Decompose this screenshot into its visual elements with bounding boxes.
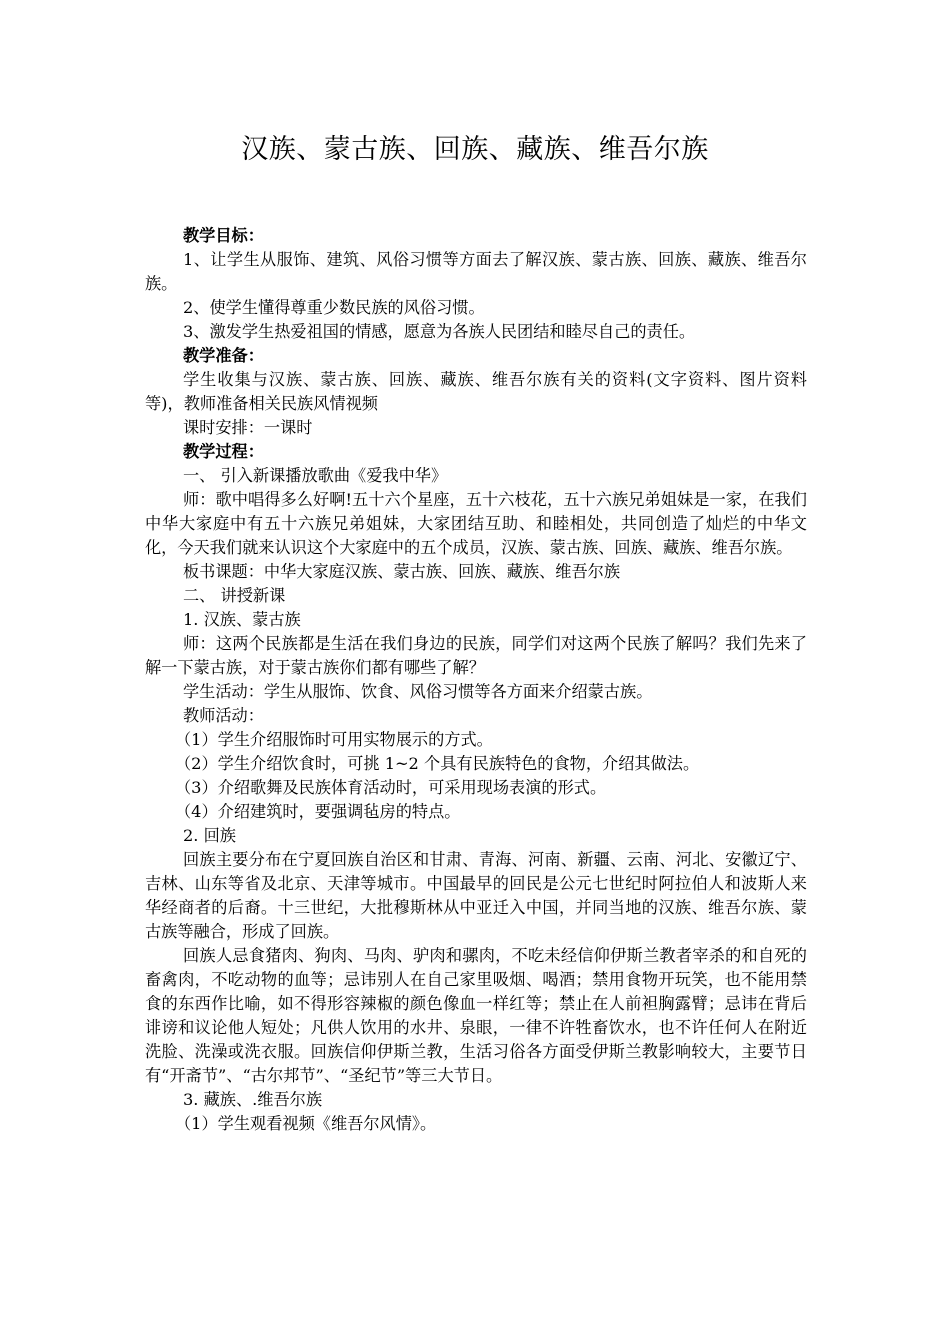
subsection-2-heading: 2. 回族 — [183, 826, 236, 845]
preparation-text: 学生收集与汉族、蒙古族、回族、藏族、维吾尔族有关的资料(文字资料、图片资料等)，教师准备相关民族风情视频 — [145, 370, 807, 413]
section-two-heading: 二、 讲授新课 — [183, 586, 286, 605]
hui-distribution-paragraph: 回族主要分布在宁夏回族自治区和甘肃、青海、河南、新疆、云南、河北、安徽辽宁、吉林、山东等省及北京、天津等城市。中国最早的回民是公元七世纪时阿拉伯人和波斯人来华经商者的后裔。十三世纪，大批穆斯林从中亚迁入中国，并同当地的汉族、维吾尔族、蒙古族等融合，形成了回族。 — [145, 850, 807, 941]
video-item-1: （1）学生观看视频《维吾尔风情》。 — [175, 1114, 437, 1133]
activity-item-2: （2）学生介绍饮食时，可挑 1~2 个具有民族特色的食物，介绍其做法。 — [175, 754, 700, 773]
goal-3: 3、激发学生热爱祖国的情感，愿意为各族人民团结和睦尽自己的责任。 — [183, 322, 696, 341]
subsection-3-heading: 3. 藏族、.维吾尔族 — [183, 1090, 323, 1109]
student-activity-text: 学生活动：学生从服饰、饮食、风俗习惯等各方面来介绍蒙古族。 — [183, 682, 653, 701]
board-title-text: 板书课题：中华大家庭汉族、蒙古族、回族、藏族、维吾尔族 — [183, 562, 621, 581]
teacher-question-paragraph: 师：这两个民族都是生活在我们身边的民族，同学们对这两个民族了解吗？我们先来了解一下蒙古族，对于蒙古族你们都有哪些了解？ — [145, 634, 807, 677]
document-body — [145, 224, 807, 1136]
schedule-text: 课时安排：一课时 — [183, 418, 313, 437]
section-one-heading: 一、 引入新课播放歌曲《爱我中华》 — [183, 466, 448, 485]
hui-customs-paragraph: 回族人忌食猪肉、狗肉、马肉、驴肉和骡肉，不吃未经信仰伊斯兰教者宰杀的和自死的畜禽肉，不吃动物的血等；忌讳别人在自己家里吸烟、喝酒；禁用食物开玩笑，也不能用禁食的东西作比喻，如不得形容辣椒的颜色像血一样红等；禁止在人前袒胸露臂；忌讳在背后诽谤和议论他人短处；凡供人饮用的水井、泉眼，一律不许牲畜饮水，也不许任何人在附近洗脸、洗澡或洗衣服。回族信仰伊斯兰教，生活习俗各方面受伊斯兰教影响较大，主要节日有“开斋节”、“古尔邦节”、“圣纪节”等三大节日。 — [145, 946, 807, 1085]
activity-item-1: （1）学生介绍服饰时可用实物展示的方式。 — [175, 730, 493, 749]
document-title: 汉族、蒙古族、回族、藏族、维吾尔族 — [241, 134, 709, 165]
heading-teaching-goals: 教学目标： — [183, 226, 264, 245]
heading-process: 教学过程： — [183, 442, 264, 461]
subsection-1-heading: 1. 汉族、蒙古族 — [183, 610, 301, 629]
activity-item-3: （3）介绍歌舞及民族体育活动时，可采用现场表演的形式。 — [175, 778, 607, 797]
heading-preparation: 教学准备： — [183, 346, 264, 365]
goal-1: 1、让学生从服饰、建筑、风俗习惯等方面去了解汉族、蒙古族、回族、藏族、维吾尔族。 — [145, 250, 807, 293]
teacher-activity-heading: 教师活动： — [183, 706, 264, 725]
goal-2: 2、使学生懂得尊重少数民族的风俗习惯。 — [183, 298, 485, 317]
activity-item-4: （4）介绍建筑时，要强调毡房的特点。 — [175, 802, 461, 821]
teacher-intro-paragraph: 师：歌中唱得多么好啊!五十六个星座，五十六枝花，五十六族兄弟姐妹是一家，在我们中华大家庭中有五十六族兄弟姐妹，大家团结互助、和睦相处，共同创造了灿烂的中华文化，今天我们就来认识这个大家庭中的五个成员，汉族、蒙古族、回族、藏族、维吾尔族。 — [145, 490, 807, 557]
